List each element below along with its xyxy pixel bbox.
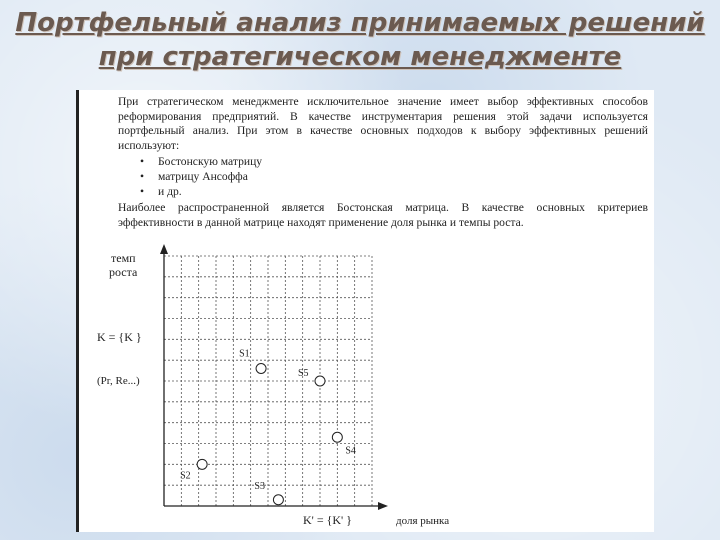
point-label-s1: S1 (239, 348, 250, 360)
y-axis-arrow (160, 244, 168, 254)
point-s3 (273, 495, 283, 505)
point-s4 (332, 432, 342, 442)
list-item-text: и др. (158, 184, 182, 198)
y-axis-label-line2: роста (109, 265, 138, 279)
point-label-s2: S2 (180, 470, 191, 482)
bullet-icon: • (140, 184, 145, 198)
list-item-text: матрицу Ансоффа (158, 169, 248, 183)
point-label-s4: S4 (345, 445, 356, 457)
title-line-1: Портфельный анализ принимаемых решений (15, 8, 705, 38)
chart-axes (160, 244, 388, 510)
title-line-2: при стратегическом менеджменте (98, 42, 622, 72)
y-axis-label-line1: темп (111, 251, 136, 265)
list-item-text: Бостонскую матрицу (158, 155, 263, 169)
point-s5 (315, 376, 325, 386)
paragraph-intro: При стратегическом менеджменте исключительное значение имеет выбор эффективных способов реформирования предприятий. В качестве инструментария решения этой задачи используется портфельный анализ. При этом в качестве основных подходов к выбору эффективных решений используют: (118, 95, 648, 152)
y-set-label: K = {K } (97, 330, 142, 344)
point-label-s3: S3 (254, 480, 265, 492)
bullet-icon: • (140, 169, 145, 183)
x-axis-arrow (378, 502, 388, 510)
point-s1 (256, 364, 266, 374)
bullet-icon: • (140, 155, 145, 169)
x-set-label: K' = {K' } (303, 513, 352, 527)
chart-grid (164, 256, 372, 506)
paragraph-boston: Наиболее распространенной является Бостонская матрица. В качестве основных критериев эффективности в данной матрице находят применение доля рынка и темпы роста. (118, 201, 648, 229)
x-axis-label: доля рынка (396, 515, 450, 527)
point-s2 (197, 459, 207, 469)
y-set-sublabel: (Pr, Re...) (97, 375, 140, 387)
point-label-s5: S5 (298, 368, 309, 379)
